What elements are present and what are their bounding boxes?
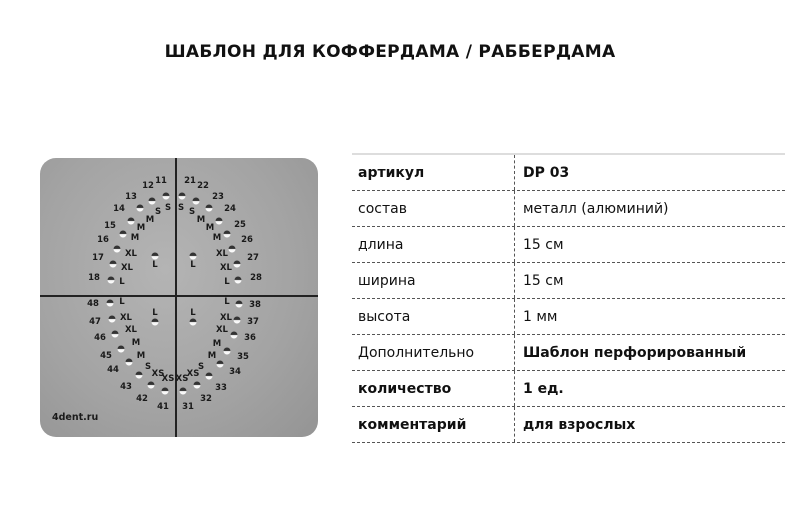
spec-row	[352, 263, 785, 299]
template-hole	[234, 261, 241, 268]
tooth-number-label: 32	[200, 394, 212, 404]
clamp-size-label: M	[207, 351, 217, 361]
tooth-number-label: 44	[107, 365, 119, 375]
template-hole	[162, 388, 169, 395]
clamp-size-label: M	[130, 233, 140, 243]
template-horizontal-axis	[40, 295, 318, 297]
spec-value: 1 ед.	[523, 380, 564, 397]
tooth-number-label: 11	[155, 176, 167, 186]
template-hole	[148, 382, 155, 389]
template-hole	[126, 359, 133, 366]
tooth-number-label: 35	[237, 352, 249, 362]
spec-key: артикул	[352, 155, 515, 190]
template-hole	[112, 331, 119, 338]
spec-key: высота	[352, 299, 515, 334]
tooth-number-label: 31	[182, 402, 194, 412]
clamp-size-label: S	[197, 362, 205, 372]
spec-key: ширина	[352, 263, 515, 298]
template-hole	[190, 319, 197, 326]
clamp-size-label: M	[212, 233, 222, 243]
tooth-number-label: 17	[92, 253, 104, 263]
clamp-size-label: S	[177, 203, 185, 213]
template-hole	[216, 218, 223, 225]
tooth-number-label: 13	[125, 192, 137, 202]
template-hole	[107, 300, 114, 307]
clamp-size-label: XS	[161, 374, 175, 384]
template-hole	[128, 218, 135, 225]
template-hole	[224, 348, 231, 355]
tooth-number-label: 16	[97, 235, 109, 245]
clamp-size-label: L	[224, 277, 230, 287]
clamp-size-label: XL	[216, 249, 228, 259]
tooth-number-label: 12	[142, 181, 154, 191]
template-hole	[108, 277, 115, 284]
tooth-number-label: 38	[249, 300, 261, 310]
clamp-size-label: L	[152, 260, 158, 270]
clamp-size-label: XL	[220, 313, 232, 323]
tooth-number-label: 33	[215, 383, 227, 393]
tooth-number-label: 24	[224, 204, 236, 214]
clamp-size-label: M	[212, 339, 222, 349]
template-hole	[180, 388, 187, 395]
clamp-size-label: XS	[186, 369, 200, 379]
tooth-number-label: 48	[87, 299, 99, 309]
template-hole	[206, 373, 213, 380]
tooth-number-label: 37	[247, 317, 259, 327]
template-hole	[234, 317, 241, 324]
spec-row	[352, 407, 785, 443]
tooth-number-label: 15	[104, 221, 116, 231]
template-brand-text: 4dent.ru	[52, 412, 99, 423]
tooth-number-label: 14	[113, 204, 125, 214]
specs-table	[352, 153, 785, 443]
spec-row	[352, 335, 785, 371]
template-vertical-axis	[175, 158, 177, 437]
rubber-dam-template-image	[40, 158, 318, 437]
clamp-size-label: XL	[216, 325, 228, 335]
tooth-number-label: 23	[212, 192, 224, 202]
page-title: ШАБЛОН ДЛЯ КОФФЕРДАМА / РАББЕРДАМА	[164, 42, 616, 62]
tooth-number-label: 27	[247, 253, 259, 263]
template-hole	[152, 253, 159, 260]
template-hole	[136, 372, 143, 379]
spec-row	[352, 191, 785, 227]
clamp-size-label: XL	[220, 263, 232, 273]
template-hole	[217, 361, 224, 368]
clamp-size-label: S	[188, 207, 196, 217]
template-hole	[110, 261, 117, 268]
spec-value: DP 03	[523, 164, 570, 181]
template-hole	[206, 205, 213, 212]
spec-value: для взрослых	[523, 416, 636, 433]
tooth-number-label: 25	[234, 220, 246, 230]
clamp-size-label: M	[131, 338, 141, 348]
tooth-number-label: 34	[229, 367, 241, 377]
template-hole	[231, 332, 238, 339]
spec-value: металл (алюминий)	[523, 200, 669, 217]
spec-value: 15 см	[523, 236, 564, 253]
spec-row	[352, 153, 785, 191]
clamp-size-label: M	[205, 223, 215, 233]
clamp-size-label: M	[196, 215, 206, 225]
clamp-size-label: XL	[121, 263, 133, 273]
template-hole	[109, 316, 116, 323]
tooth-number-label: 21	[184, 176, 196, 186]
template-hole	[118, 346, 125, 353]
template-hole	[114, 246, 121, 253]
template-hole	[120, 231, 127, 238]
template-hole	[179, 193, 186, 200]
spec-key: Дополнительно	[352, 335, 515, 370]
tooth-number-label: 26	[241, 235, 253, 245]
tooth-number-label: 42	[136, 394, 148, 404]
clamp-size-label: XS	[175, 374, 189, 384]
spec-key: количество	[352, 371, 515, 406]
template-hole	[194, 382, 201, 389]
template-hole	[235, 277, 242, 284]
tooth-number-label: 43	[120, 382, 132, 392]
clamp-size-label: L	[119, 297, 125, 307]
spec-row	[352, 299, 785, 335]
spec-value: 1 мм	[523, 308, 558, 325]
tooth-number-label: 18	[88, 273, 100, 283]
clamp-size-label: S	[164, 203, 172, 213]
tooth-number-label: 46	[94, 333, 106, 343]
clamp-size-label: XL	[125, 249, 137, 259]
clamp-size-label: S	[144, 362, 152, 372]
template-hole	[152, 319, 159, 326]
spec-key: длина	[352, 227, 515, 262]
tooth-number-label: 47	[89, 317, 101, 327]
clamp-size-label: L	[190, 308, 196, 318]
clamp-size-label: XL	[120, 313, 132, 323]
template-hole	[224, 231, 231, 238]
template-hole	[236, 301, 243, 308]
tooth-number-label: 45	[100, 351, 112, 361]
clamp-size-label: XL	[125, 325, 137, 335]
template-hole	[229, 246, 236, 253]
template-hole	[163, 193, 170, 200]
tooth-number-label: 41	[157, 402, 169, 412]
spec-row	[352, 227, 785, 263]
tooth-number-label: 22	[197, 181, 209, 191]
clamp-size-label: S	[154, 207, 162, 217]
clamp-size-label: XS	[151, 369, 165, 379]
template-hole	[190, 253, 197, 260]
clamp-size-label: L	[224, 297, 230, 307]
template-hole	[149, 198, 156, 205]
clamp-size-label: M	[136, 223, 146, 233]
clamp-size-label: M	[145, 215, 155, 225]
spec-value: 15 см	[523, 272, 564, 289]
spec-key: комментарий	[352, 407, 515, 442]
spec-key: состав	[352, 191, 515, 226]
tooth-number-label: 36	[244, 333, 256, 343]
template-hole	[193, 198, 200, 205]
spec-row	[352, 371, 785, 407]
tooth-number-label: 28	[250, 273, 262, 283]
clamp-size-label: L	[152, 308, 158, 318]
template-hole	[137, 205, 144, 212]
clamp-size-label: L	[119, 277, 125, 287]
clamp-size-label: L	[190, 260, 196, 270]
spec-value: Шаблон перфорированный	[523, 344, 747, 361]
clamp-size-label: M	[136, 351, 146, 361]
